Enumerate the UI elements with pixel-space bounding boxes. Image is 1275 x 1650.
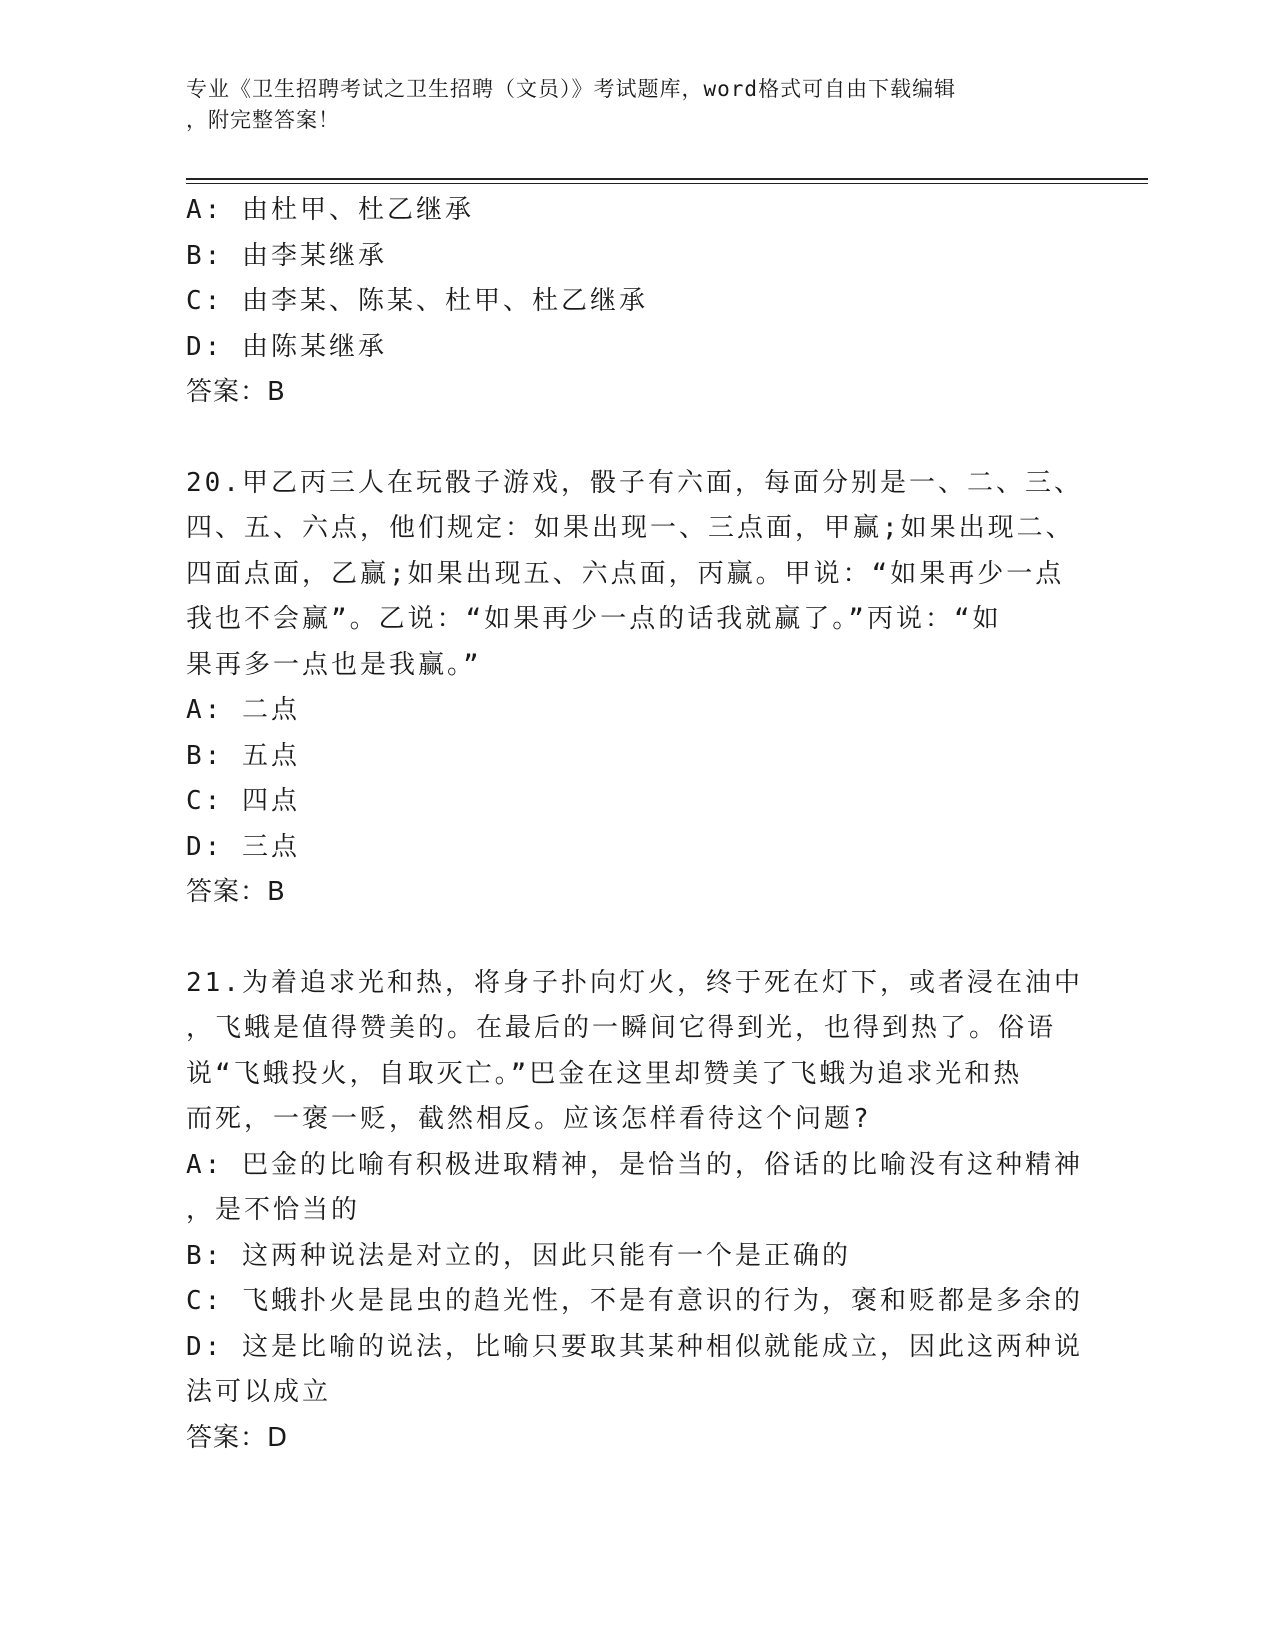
option-c: C: 四点 [186, 786, 300, 816]
answer-line: 答案：D [186, 1422, 289, 1453]
option-b: B: 这两种说法是对立的，因此只能有一个是正确的 [186, 1240, 851, 1271]
question-text-line: 果再多一点也是我赢。” [186, 649, 482, 680]
document-header [186, 74, 1066, 136]
option-c: C: 由李某、陈某、杜甲、杜乙继承 [186, 286, 648, 316]
question-text-line: 四、五、六点，他们规定：如果出现一、三点面，甲赢;如果出现二、 [186, 513, 1075, 543]
question-text-line: ，飞蛾是值得赞美的。在最后的一瞬间它得到光，也得到热了。俗语 [186, 1013, 1057, 1043]
header-divider-thin [186, 183, 1148, 184]
option-b: B: 五点 [186, 740, 300, 771]
option-b: B: 由李某继承 [186, 240, 387, 271]
option-a: A: 二点 [186, 695, 300, 725]
option-d: D: 三点 [186, 831, 300, 862]
header-divider-thick [186, 178, 1148, 180]
answer-line: 答案：B [186, 877, 286, 907]
option-d: D: 这是比喻的说法，比喻只要取其某种相似就能成立，因此这两种说 [186, 1331, 1083, 1362]
question-text-line: 而死，一褒一贬，截然相反。应该怎样看待这个问题? [186, 1104, 872, 1134]
option-d-continued: 法可以成立 [186, 1377, 332, 1407]
option-a: A: 由杜甲、杜乙继承 [186, 195, 474, 225]
answer-line: 答案：B [186, 377, 286, 407]
option-d: D: 由陈某继承 [186, 331, 387, 362]
question-20-block [186, 461, 1083, 916]
question-text-line: 21.为着追求光和热，将身子扑向灯火，终于死在灯下，或者浸在油中 [186, 967, 1083, 998]
question-text-line: 我也不会赢”。乙说：“如果再少一点的话我就赢了。”丙说：“如 [186, 604, 1002, 634]
option-c: C: 飞蛾扑火是昆虫的趋光性，不是有意识的行为，褒和贬都是多余的 [186, 1286, 1083, 1316]
question-text-line: 说“飞蛾投火，自取灭亡。”巴金在这里却赞美了飞蛾为追求光和热 [186, 1058, 1023, 1089]
header-title-line-2: ，附完整答案！ [186, 108, 340, 132]
question-text-line: 20.甲乙丙三人在玩骰子游戏，骰子有六面，每面分别是一、二、三、 [186, 467, 1083, 498]
question-spacer [186, 916, 1076, 961]
header-title-line-1: 专业《卫生招聘考试之卫生招聘（文员）》考试题库，word格式可自由下载编辑 [186, 77, 957, 101]
question-21-block [186, 961, 1083, 1462]
question-19-block [186, 188, 1076, 416]
question-text-line: 四面点面，乙赢;如果出现五、六点面，丙赢。甲说：“如果再少一点 [186, 558, 1065, 589]
option-a-continued: ，是不恰当的 [186, 1195, 361, 1225]
question-content [186, 188, 1083, 1461]
question-spacer [186, 416, 1076, 461]
option-a: A: 巴金的比喻有积极进取精神，是恰当的，俗话的比喻没有这种精神 [186, 1149, 1083, 1180]
